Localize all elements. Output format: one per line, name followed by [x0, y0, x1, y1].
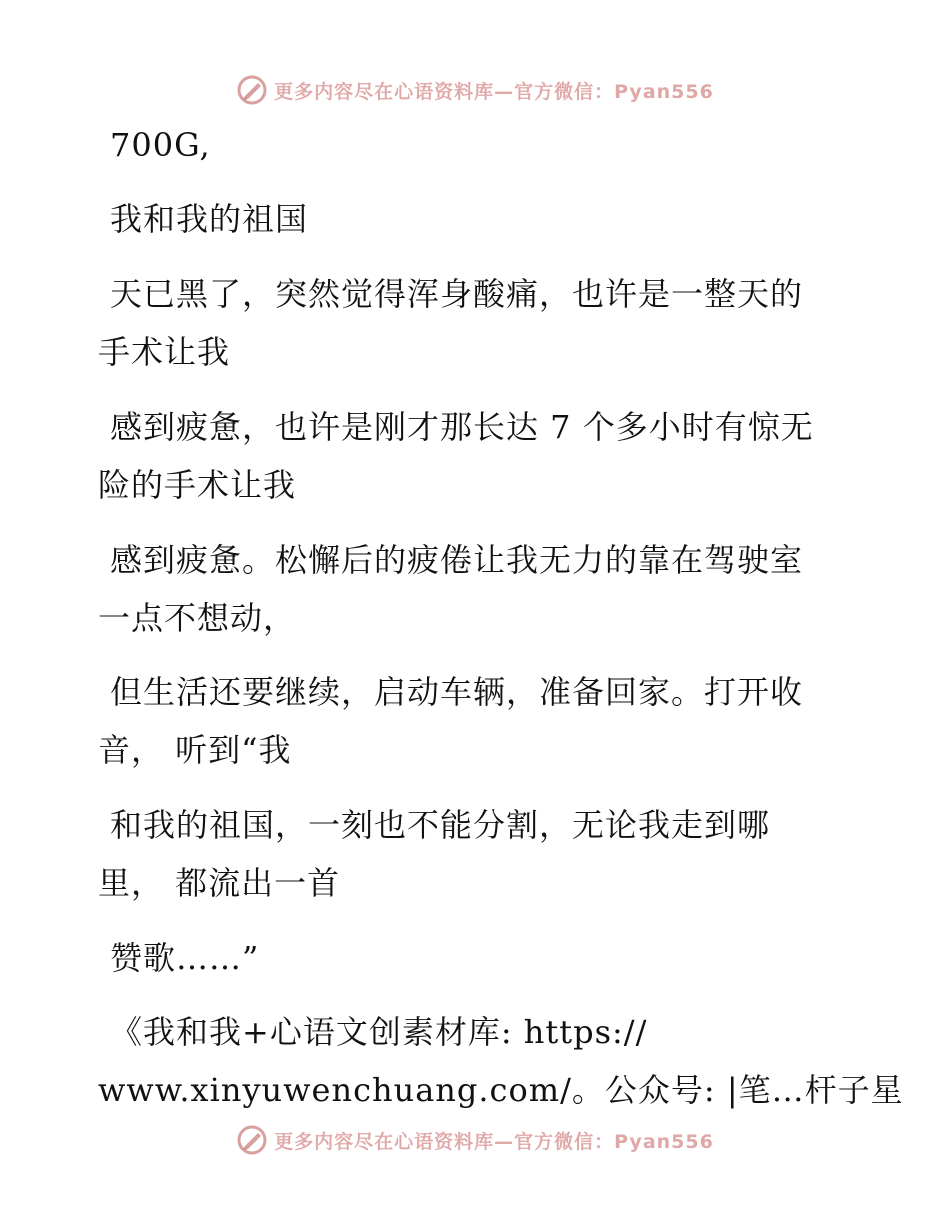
header-watermark-group	[236, 74, 714, 106]
text-line: 赞歌……”	[110, 939, 260, 977]
footer-watermark-text: 更多内容尽在心语资料库—官方微信：Pyan556	[274, 1130, 714, 1153]
text-line: 手术让我	[98, 333, 231, 371]
header-watermark	[0, 70, 950, 110]
header-watermark-text: 更多内容尽在心语资料库—官方微信：Pyan556	[274, 80, 714, 103]
text-line: 天已黑了，突然觉得浑身酸痛，也许是一整天的	[110, 275, 804, 313]
text-line: 险的手术让我	[98, 466, 297, 504]
footer-watermark-group	[236, 1124, 714, 1156]
text-line: 但生活还要继续，启动车辆，准备回家。打开收	[110, 673, 804, 711]
text-line: 里， 都流出一首	[98, 864, 341, 902]
text-line: www.xinyuwenchuang.com/。公众号: |笔…杆子星	[98, 1071, 904, 1109]
pen-seal-icon	[236, 1124, 268, 1156]
text-line: 我和我的祖国	[110, 200, 309, 238]
text-line: 700G,	[110, 126, 211, 164]
text-line: 《我和我+心语文创素材库: https://	[110, 1013, 648, 1051]
footer-watermark	[0, 1120, 950, 1160]
pen-seal-icon	[236, 74, 268, 106]
text-line: 感到疲惫，也许是刚才那长达 7 个多小时有惊无	[110, 408, 814, 446]
text-line: 音， 听到“我	[98, 731, 292, 769]
text-line: 和我的祖国，一刻也不能分割，无论我走到哪	[110, 806, 771, 844]
text-line: 感到疲惫。松懈后的疲倦让我无力的靠在驾驶室	[110, 541, 804, 579]
text-line: 一点不想动，	[98, 599, 297, 637]
